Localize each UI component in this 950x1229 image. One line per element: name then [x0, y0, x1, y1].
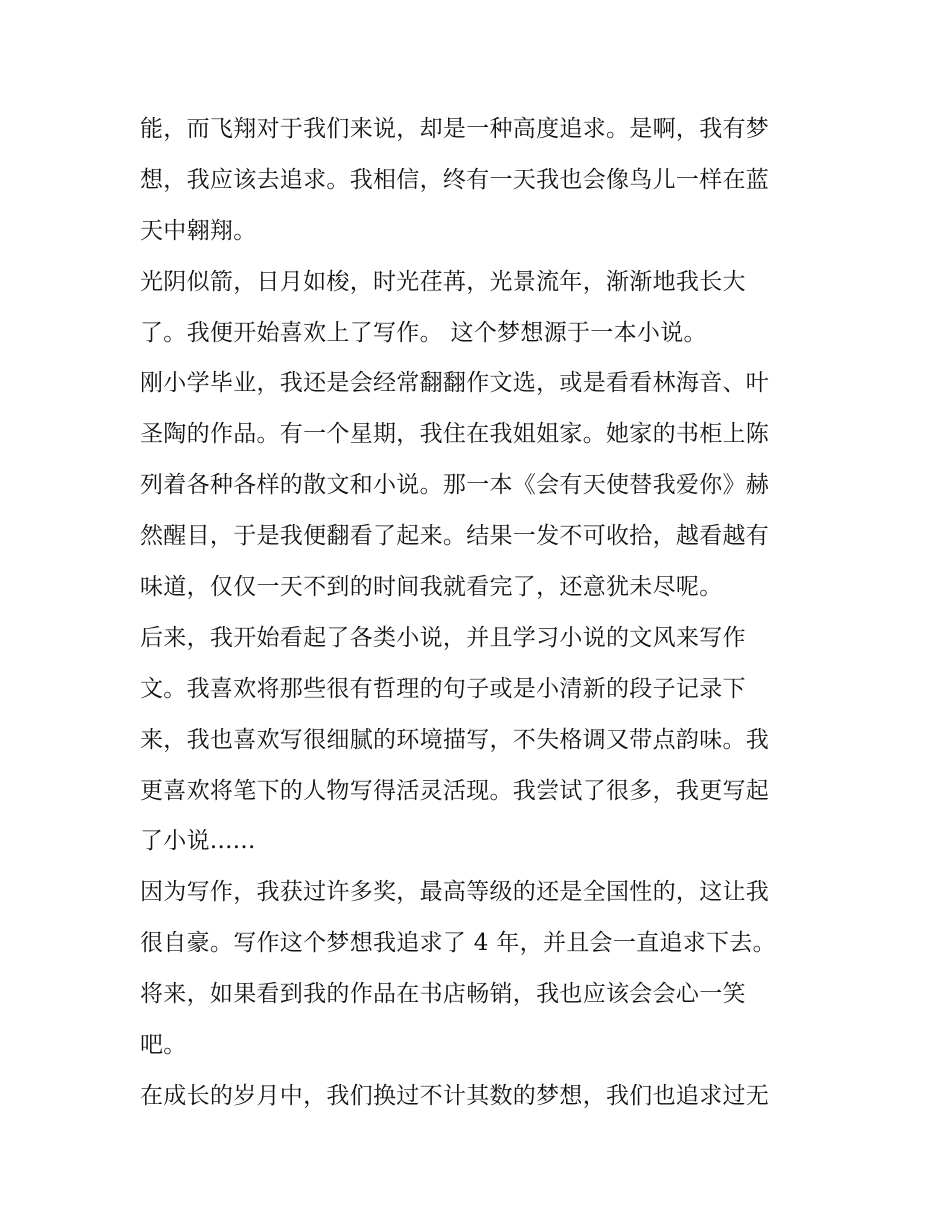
text-line: 了。我便开始喜欢上了写作。 这个梦想源于一本小说。	[140, 319, 707, 346]
text-line: 天中翱翔。	[140, 217, 257, 244]
text-line: 吧。	[140, 1032, 187, 1059]
text-line: 后来，我开始看起了各类小说，并且学习小说的文风来写作	[140, 624, 746, 651]
text-line: 更喜欢将笔下的人物写得活灵活现。我尝试了很多，我更写起	[140, 777, 770, 804]
text-line: 文。我喜欢将那些很有哲理的句子或是小清新的段子记录下	[140, 675, 746, 702]
text-line: 刚小学毕业，我还是会经常翻翻作文选，或是看看林海音、叶	[140, 370, 770, 397]
text-line: 想，我应该去追求。我相信，终有一天我也会像鸟儿一样在蓝	[140, 166, 770, 193]
text-line: 然醒目，于是我便翻看了起来。结果一发不可收拾，越看越有	[140, 523, 770, 550]
text-line: 因为写作，我获过许多奖，最高等级的还是全国性的，这让我	[140, 879, 770, 906]
text-line: 在成长的岁月中，我们换过不计其数的梦想，我们也追求过无	[140, 1082, 770, 1109]
text-line: 列着各种各样的散文和小说。那一本《会有天使替我爱你》赫	[140, 472, 770, 499]
text-line: 光阴似箭，日月如梭，时光荏苒，光景流年，渐渐地我长大	[140, 268, 746, 295]
body-text	[140, 104, 820, 1122]
text-line: 将来，如果看到我的作品在书店畅销，我也应该会会心一笑	[140, 981, 746, 1008]
text-line: 了小说......	[140, 828, 256, 855]
text-line: 能，而飞翔对于我们来说，却是一种高度追求。是啊，我有梦	[140, 116, 770, 142]
text-line: 来，我也喜欢写很细腻的环境描写，不失格调又带点韵味。我	[140, 726, 770, 753]
text-line: 圣陶的作品。有一个星期，我住在我姐姐家。她家的书柜上陈	[140, 421, 770, 448]
text-line: 味道，仅仅一天不到的时间我就看完了，还意犹未尽呢。	[140, 574, 723, 601]
text-line: 很自豪。写作这个梦想我追求了 4 年，并且会一直追求下去。	[140, 930, 776, 957]
